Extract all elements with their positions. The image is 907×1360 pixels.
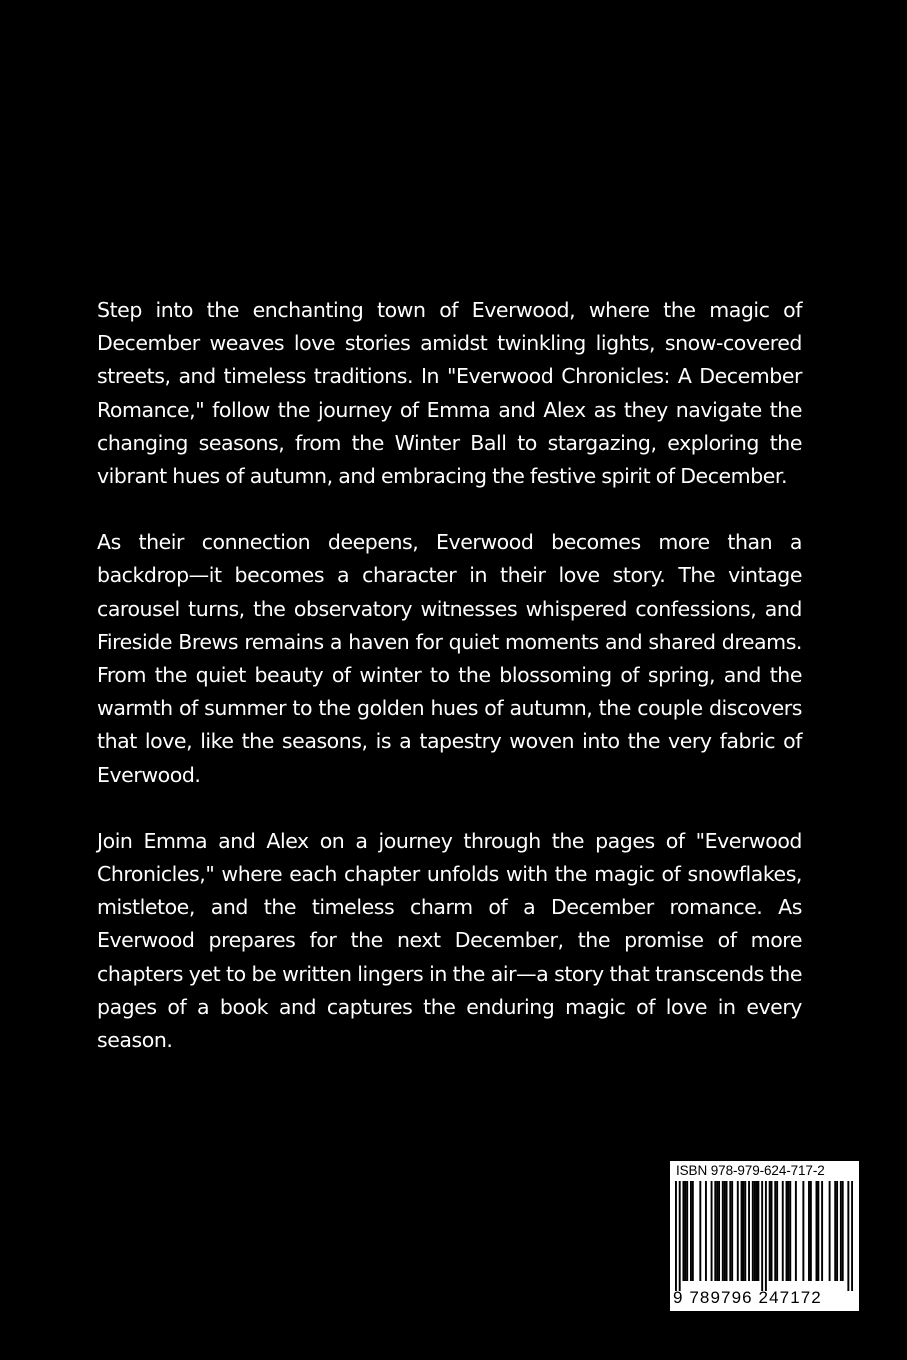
barcode-bar (741, 1181, 743, 1281)
blurb-paragraph-1: Step into the enchanting town of Everwood, where the magic of December weaves love stories amidst twinkling lights, snow-covered streets, and timeless traditions. In "Everwood Chronicles: A December Romance," follow the journey of Emma and Alex as they navigate the changing seasons, from the Winter Ball to stargazing, exploring the vibrant hues of autumn, and embracing the festive spirit of December. (97, 298, 802, 489)
barcode-bar (726, 1181, 728, 1281)
barcode-bar (810, 1181, 812, 1281)
barcode-bar (771, 1181, 773, 1281)
barcode-bar (821, 1181, 823, 1281)
barcode-bar (816, 1181, 818, 1281)
barcode-bar (802, 1181, 804, 1281)
barcode-bars (675, 1181, 853, 1291)
barcode-bar (842, 1181, 844, 1281)
barcode-bar (752, 1181, 754, 1281)
barcode-bar (682, 1181, 684, 1281)
barcode-bar (769, 1181, 771, 1281)
barcode-bar (829, 1181, 831, 1281)
barcode-bar (761, 1181, 763, 1291)
barcode-bar (690, 1181, 692, 1281)
barcode-bar (744, 1181, 746, 1281)
barcode-bar (731, 1181, 733, 1281)
barcode-bar (817, 1181, 819, 1281)
barcode-bar (699, 1181, 701, 1281)
isbn-label: ISBN 978-979-624-717-2 (676, 1163, 825, 1178)
barcode-bar (808, 1181, 810, 1281)
blurb-paragraph-3: Join Emma and Alex on a journey through the pages of "Everwood Chronicles," where each chapter unfolds with the magic of snowflakes, mistletoe, and the timeless charm of a December romance. As Everwood prepares for the next December, the promise of more chapters yet to be written lingers in the air—a story that transcends the pages of a book and captures the enduring magic of love in every season. (97, 828, 802, 1053)
barcode-bar (834, 1181, 836, 1281)
barcode-bar (737, 1181, 739, 1281)
barcode-bar (748, 1181, 750, 1281)
barcode-bar (756, 1181, 758, 1281)
barcode-bar (847, 1181, 849, 1291)
back-cover-blurb (97, 294, 802, 1090)
barcode-digits: 9 789796 247172 (673, 1288, 822, 1307)
barcode-bar (757, 1181, 759, 1281)
barcode-bar (840, 1181, 842, 1281)
barcode-bar (851, 1181, 853, 1291)
barcode-bar (692, 1181, 694, 1281)
barcode-bar (742, 1181, 744, 1281)
barcode-bar (765, 1181, 767, 1291)
barcode-bar (718, 1181, 720, 1281)
barcode-bar (776, 1181, 778, 1281)
barcode-bar (686, 1181, 688, 1281)
barcode-bar (782, 1181, 784, 1281)
barcode-bar (836, 1181, 838, 1281)
barcode-bar (789, 1181, 791, 1281)
barcode-bar (724, 1181, 726, 1281)
barcode-bar (729, 1181, 731, 1281)
barcode-bar (675, 1181, 677, 1291)
barcode-bar (711, 1181, 713, 1281)
barcode-bar (684, 1181, 686, 1281)
barcode-bar (754, 1181, 756, 1281)
barcode-bar (795, 1181, 797, 1281)
barcode-bar (787, 1181, 789, 1281)
barcode-bar (722, 1181, 724, 1281)
barcode-bar (716, 1181, 718, 1281)
barcode-bar (774, 1181, 776, 1281)
barcode-bar (714, 1181, 716, 1281)
barcode-bar (786, 1181, 788, 1281)
barcode-bar (705, 1181, 707, 1281)
isbn-barcode-box (670, 1161, 859, 1311)
blurb-paragraph-2: As their connection deepens, Everwood becomes more than a backdrop—it becomes a character in their love story. The vintage carousel turns, the observatory witnesses whispered confessions, and Fireside Brews remains a haven for quiet moments and shared dreams. From the quiet beauty of winter to the blossoming of spring, and the warmth of summer to the golden hues of autumn, the couple discovers that love, like the seasons, is a tapestry woven into the very fabric of Everwood. (97, 530, 802, 787)
barcode-bar (679, 1181, 681, 1291)
